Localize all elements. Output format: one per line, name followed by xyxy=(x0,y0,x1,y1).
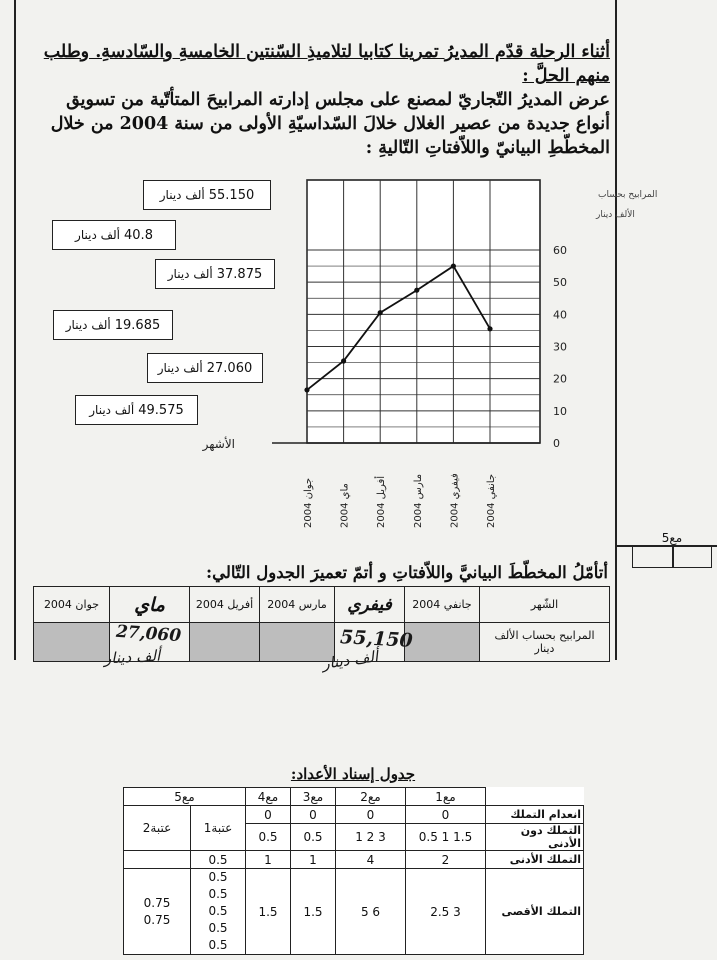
data-point xyxy=(378,310,383,315)
task-heading: أتأمّلُ المخطّطَ البيانيَّ واللاّفتاتِ و أتمّ تعميرَ الجدول التّالي: xyxy=(206,563,608,582)
x-tick-label: أفريل 2004 xyxy=(376,475,388,528)
month-cell-handwritten: فيفري xyxy=(335,587,405,623)
grading-row-label: التملك الأقصى xyxy=(486,869,584,955)
x-tick-label: جانفي 2004 xyxy=(486,473,497,528)
label-unit: ألف دينار xyxy=(75,228,121,242)
grading-cell: 0 xyxy=(336,806,406,824)
handwritten-may-value: 27,060 xyxy=(115,621,182,647)
x-tick-label: ماي 2004 xyxy=(339,483,351,528)
grading-value: 0.75 xyxy=(143,895,171,910)
data-point xyxy=(414,288,419,293)
data-point xyxy=(341,358,346,363)
profit-cell[interactable] xyxy=(34,623,110,662)
data-point xyxy=(487,326,492,331)
grading-cell-stack xyxy=(124,869,191,955)
handwritten-may-unit: ألف دينار xyxy=(103,646,161,668)
month-cell: جانفي 2004 xyxy=(405,587,480,623)
grading-header: مع2 xyxy=(336,788,406,806)
grading-cell: 1.5 xyxy=(246,869,291,955)
grading-cell: 2 xyxy=(406,851,486,869)
label-unit: ألف دينار xyxy=(89,403,135,417)
grading-header: مع5 xyxy=(124,788,246,806)
grading-cell: 0 xyxy=(246,806,291,824)
month-cell: مارس 2004 xyxy=(260,587,335,623)
grading-cell: 1 xyxy=(291,851,336,869)
grading-row-label: انعدام التملك xyxy=(486,806,584,824)
data-point xyxy=(304,387,309,392)
grading-cell: 0 xyxy=(406,806,486,824)
profit-cell[interactable] xyxy=(405,623,480,662)
grading-table xyxy=(123,787,584,955)
label-value: 40.8 xyxy=(124,227,153,243)
handwritten-feb-unit: ألف دينار xyxy=(321,647,380,673)
score-box xyxy=(672,546,712,568)
grading-cell: 0 xyxy=(291,806,336,824)
grading-row-label: التملك الأدنى xyxy=(486,851,584,869)
plot-area xyxy=(307,180,540,443)
grading-header: مع3 xyxy=(291,788,336,806)
label-unit: ألف دينار xyxy=(167,267,213,281)
grading-corner xyxy=(486,788,584,806)
grading-cell-stack xyxy=(191,869,246,955)
handwritten-feb-value: 55,150 xyxy=(339,626,414,652)
x-tick-label: جوان 2004 xyxy=(303,477,314,528)
grading-cell: 0.5 xyxy=(191,851,246,869)
grading-header: مع1 xyxy=(406,788,486,806)
grading-value: 0.5 xyxy=(208,887,228,901)
label-unit: ألف دينار xyxy=(65,318,111,332)
y-tick-label: 20 xyxy=(553,372,567,386)
score-label: مع5 xyxy=(661,531,683,545)
y-axis-label: المرابيح بحساب xyxy=(598,190,658,200)
intro-line-3: عرض المديرُ التّجاريّ لمصنع على مجلس إدارته المرابيحَ المتأتّية من تسويق xyxy=(66,90,610,110)
grading-value: 0.5 xyxy=(208,921,228,935)
label-value: 37.875 xyxy=(216,266,263,282)
label-value: 19.685 xyxy=(114,317,161,333)
grading-cell: 6 5 xyxy=(336,869,406,955)
row-header-profit: المرابيح بحساب الألف دينار xyxy=(480,623,610,662)
grading-title: جدول إسناد الأعداد: xyxy=(290,765,416,783)
grading-cell: 0.5 xyxy=(246,824,291,851)
grading-value: 0.5 xyxy=(208,938,228,952)
grading-header: مع4 xyxy=(246,788,291,806)
row-header-month: الشّهر xyxy=(480,587,610,623)
intro-line-2: منهم الحلَّ : xyxy=(522,66,610,86)
grading-row-label: التملك دون الأدنى xyxy=(486,824,584,851)
grading-cell xyxy=(124,851,191,869)
x-axis-label: الأشهر xyxy=(202,437,235,451)
label-value: 27.060 xyxy=(206,360,253,376)
y-tick-label: 30 xyxy=(553,340,567,354)
grading-cell: 1 xyxy=(246,851,291,869)
y-tick-label: 0 xyxy=(553,437,560,450)
month-cell: أفريل 2004 xyxy=(190,587,260,623)
month-cell: جوان 2004 xyxy=(34,587,110,623)
grading-sub-header: عتبة2 xyxy=(124,806,191,851)
y-tick-label: 10 xyxy=(553,404,567,418)
grading-value: 0.75 xyxy=(143,912,171,927)
score-box xyxy=(632,546,674,568)
intro-line-5: المخطّطِ البيانيّ واللاّفتاتِ التّاليةِ : xyxy=(365,138,610,158)
label-value: 49.575 xyxy=(138,402,184,418)
grading-cell: 3 2 1 xyxy=(336,824,406,851)
grading-value: 0.5 xyxy=(208,904,228,918)
x-tick-label: مارس 2004 xyxy=(412,473,424,528)
label-unit: ألف دينار xyxy=(159,188,205,202)
y-axis-label: الألف دينار xyxy=(596,210,635,220)
grading-cell: 0.5 xyxy=(291,824,336,851)
x-tick-label: فيفري 2004 xyxy=(449,473,461,528)
label-value: 55.150 xyxy=(208,187,255,203)
grading-cell: 4 xyxy=(336,851,406,869)
grading-cell: 3 2.5 xyxy=(406,869,486,955)
grading-sub-header: عتبة1 xyxy=(191,806,246,851)
y-tick-label: 50 xyxy=(553,276,567,290)
profit-cell[interactable] xyxy=(190,623,260,662)
data-point xyxy=(451,263,456,268)
y-tick-label: 40 xyxy=(553,308,567,322)
label-unit: ألف دينار xyxy=(157,361,203,375)
intro-line-1: أثناء الرحلة قدّم المديرُ تمرينا كتابيا لتلاميذِ السّنتين الخامسةِ والسّادسةِ. وطلب xyxy=(43,42,610,62)
grading-cell: 1.5 xyxy=(291,869,336,955)
intro-line-4: أنواع جديدة من عصير الغلال خلالَ السّداسيّةِ الأولى من سنة 2004 من خلال xyxy=(50,114,610,134)
month-cell-handwritten: ماي xyxy=(110,587,190,623)
grading-value: 0.5 xyxy=(208,870,228,884)
y-tick-label: 60 xyxy=(553,244,567,257)
grading-cell: 1.5 1 0.5 xyxy=(406,824,486,851)
